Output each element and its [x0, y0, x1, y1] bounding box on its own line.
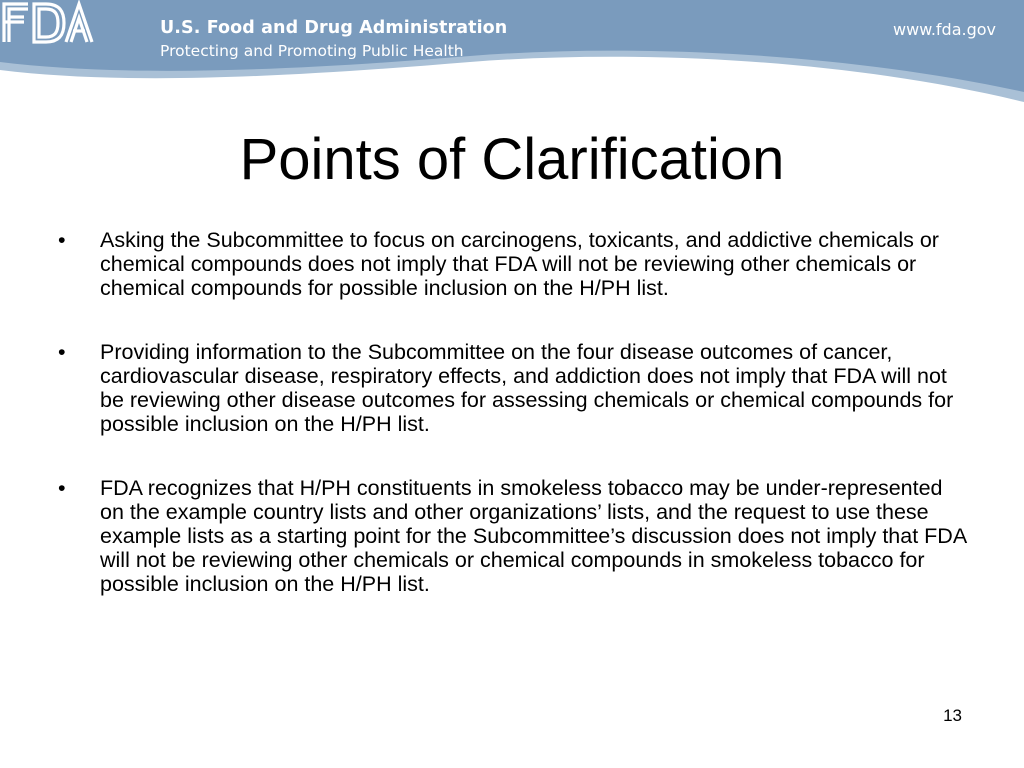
- slide-title: Points of Clarification: [239, 127, 785, 192]
- bullet-text: Providing information to the Subcommittee on the four disease outcomes of cancer, cardiovascular disease, respiratory effects, and addiction does not imply that FDA will not be reviewing other disease outcomes for assessing chemicals or chemical compounds for possible inclusion on the H/PH list.: [100, 340, 954, 436]
- bullet-item: [58, 476, 968, 596]
- agency-block: [160, 20, 507, 59]
- bullet-text: FDA recognizes that H/PH constituents in smokeless tobacco may be under-represented on the example country lists and other organizations’ lists, and the request to use these example lists as a starting point for the Subcommittee’s discussion does not imply that FDA will not be reviewing other chemicals or chemical compounds in smokeless tobacco for possible inclusion on the H/PH list.: [100, 476, 966, 596]
- bullet-item: [58, 228, 968, 300]
- bullet-marker: •: [58, 476, 66, 500]
- bullet-marker: •: [58, 228, 66, 252]
- site-url: www.fda.gov: [893, 20, 996, 39]
- header-wave-background: [0, 0, 1024, 110]
- bullet-text: Asking the Subcommittee to focus on carcinogens, toxicants, and addictive chemicals or chemical compounds does not imply that FDA will not be reviewing other chemicals or chemical compounds for possible inclusion on the H/PH list.: [100, 228, 939, 300]
- agency-name: U.S. Food and Drug Administration: [160, 18, 508, 38]
- header-banner: [0, 0, 1024, 110]
- page-number: 13: [943, 706, 962, 725]
- bullet-item: [58, 340, 968, 436]
- bullet-list: [58, 228, 968, 636]
- agency-tagline: Protecting and Promoting Public Health: [160, 41, 464, 60]
- bullet-marker: •: [58, 340, 66, 364]
- fda-logo: [0, 0, 96, 46]
